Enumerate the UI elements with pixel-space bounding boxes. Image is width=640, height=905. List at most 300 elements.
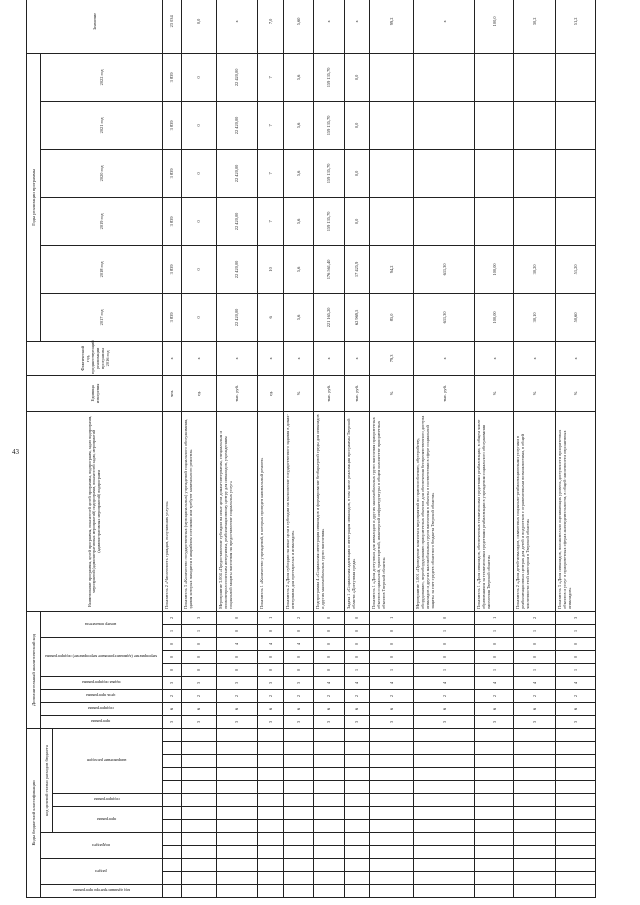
row-year-value: 85,0 bbox=[370, 293, 414, 341]
row-year-value: 0,0 bbox=[344, 197, 370, 245]
dop-code-digit: 4 bbox=[314, 676, 344, 689]
budget-code-cell bbox=[474, 728, 514, 741]
budget-code-cell bbox=[344, 794, 370, 807]
budget-code-cell bbox=[414, 768, 475, 781]
row-year-value: 3 839 bbox=[163, 101, 182, 149]
row-year-value bbox=[414, 101, 475, 149]
budget-code-cell bbox=[258, 859, 284, 872]
row-fact-2016: х bbox=[556, 341, 596, 375]
row-year-value: 22 420,00 bbox=[216, 245, 258, 293]
row-year-value: 3 839 bbox=[163, 149, 182, 197]
row-year-value: 3 839 bbox=[163, 197, 182, 245]
row-total: 30,2 bbox=[514, 0, 556, 53]
budget-code-cell bbox=[163, 820, 182, 833]
row-year-value bbox=[556, 149, 596, 197]
dop-code-digit: 0 bbox=[258, 650, 284, 663]
row-year-value: 0 bbox=[181, 197, 216, 245]
row-total: 23 034 bbox=[163, 0, 182, 53]
dop-code-digit: 6 bbox=[514, 702, 556, 715]
budget-code-cell bbox=[314, 794, 344, 807]
years-group-header: Годы реализации программы bbox=[27, 53, 41, 341]
budget-code-cell bbox=[216, 768, 258, 781]
dop-code-digit: 0 bbox=[163, 637, 182, 650]
budget-code-cell bbox=[474, 742, 514, 755]
dop-code-digit: 2 bbox=[514, 689, 556, 702]
budget-code-cell bbox=[216, 833, 258, 846]
budget-code-cell bbox=[258, 742, 284, 755]
table-row bbox=[314, 0, 344, 898]
dop-code-digit: 3 bbox=[216, 676, 258, 689]
row-name: Задача 1 «Социальная адаптация и интеграция инвалидов, в том числе реализация программы Тверской области «Доступная среда» bbox=[344, 411, 370, 611]
dop-code-digit: 1 bbox=[370, 663, 414, 676]
fact-column-header: Фактический год, предшествующий реализации программы 2016 год bbox=[27, 341, 163, 375]
dop-code-digit: 1 bbox=[514, 663, 556, 676]
row-year-value bbox=[414, 53, 475, 101]
row-year-value: 7 bbox=[258, 53, 284, 101]
budget-code-cell bbox=[216, 781, 258, 794]
name-column-header: Наименование программы, целей программы, показателей целей программы, подпрограмм, задач подпрограмм, мероприятий (административных мероприятий) подпрограмм, показателей задач, мероприятий (административных мероприятий) подпрограмм bbox=[27, 411, 163, 611]
year-2021-header: 2021 год bbox=[41, 101, 163, 149]
budget-code-cell bbox=[284, 859, 314, 872]
budget-code-cell bbox=[474, 846, 514, 859]
dop-meropriyatie-header: мероприятие (административное мероприятие) подпрограммы bbox=[41, 637, 163, 676]
row-year-value: 94,2 bbox=[370, 245, 414, 293]
budget-code-cell bbox=[216, 742, 258, 755]
table-row bbox=[284, 0, 314, 898]
budget-code-cell bbox=[181, 781, 216, 794]
napravlenie-header: направление расходов bbox=[53, 728, 163, 793]
dop-code-digit: 2 bbox=[474, 689, 514, 702]
budget-code-cell bbox=[314, 768, 344, 781]
budget-code-cell bbox=[556, 872, 596, 885]
budget-code-cell bbox=[556, 885, 596, 898]
budget-code-cell bbox=[314, 755, 344, 768]
dop-code-digit: 3 bbox=[216, 715, 258, 728]
row-total: х bbox=[314, 0, 344, 53]
row-unit: % bbox=[514, 375, 556, 411]
dop-code-digit: 3 bbox=[474, 715, 514, 728]
budget-code-cell bbox=[556, 859, 596, 872]
dop-programma-header: программа bbox=[41, 715, 163, 728]
budget-code-cell bbox=[216, 885, 258, 898]
row-year-value: 100,00 bbox=[474, 245, 514, 293]
budget-code-cell bbox=[514, 755, 556, 768]
dop-code-digit: 0 bbox=[163, 663, 182, 676]
dop-code-digit: 0 bbox=[414, 650, 475, 663]
budget-code-cell bbox=[514, 859, 556, 872]
row-year-value: 5,6 bbox=[284, 101, 314, 149]
budget-code-cell bbox=[314, 833, 344, 846]
budget-code-cell bbox=[370, 794, 414, 807]
dop-code-digit: 6 bbox=[314, 702, 344, 715]
dop-code-digit: 6 bbox=[181, 702, 216, 715]
year-2020-header: 2020 год bbox=[41, 149, 163, 197]
dop-code-digit: 1 bbox=[181, 624, 216, 637]
dop-code-digit: 3 bbox=[370, 715, 414, 728]
dop-code-digit: 2 bbox=[216, 689, 258, 702]
row-year-value: 0 bbox=[181, 101, 216, 149]
row-year-value bbox=[514, 53, 556, 101]
budget-code-cell bbox=[181, 833, 216, 846]
budget-code-cell bbox=[414, 781, 475, 794]
dop-code-digit: 2 bbox=[163, 611, 182, 624]
row-year-value: 22 420,00 bbox=[216, 293, 258, 341]
budget-code-cell bbox=[284, 728, 314, 741]
budget-code-cell bbox=[163, 872, 182, 885]
budget-code-cell bbox=[258, 794, 284, 807]
dop-code-digit: 3 bbox=[181, 715, 216, 728]
row-year-value: 159 135,70 bbox=[314, 53, 344, 101]
dop-code-digit: 0 bbox=[514, 650, 556, 663]
row-unit: ед. bbox=[258, 375, 284, 411]
budget-code-cell bbox=[216, 755, 258, 768]
row-year-value bbox=[474, 149, 514, 197]
row-year-value: 10 bbox=[258, 245, 284, 293]
budget-code-cell bbox=[258, 755, 284, 768]
row-year-value: 3 839 bbox=[163, 293, 182, 341]
row-name: Подпрограмма 4 «Социальная интеграция инвалидов и формирование безбарьерной среды для инвалидов и других маломобильных групп населения» bbox=[314, 411, 344, 611]
dop-code-digit: 2 bbox=[556, 689, 596, 702]
budget-code-cell bbox=[370, 807, 414, 820]
row-fact-2016: х bbox=[474, 341, 514, 375]
budget-code-cell bbox=[344, 833, 370, 846]
program-table bbox=[26, 0, 596, 898]
row-year-value bbox=[474, 197, 514, 245]
dop-code-digit: 0 bbox=[216, 611, 258, 624]
dop-code-digit: 3 bbox=[181, 676, 216, 689]
budget-code-cell bbox=[163, 794, 182, 807]
dop-code-digit: 2 bbox=[344, 689, 370, 702]
dop-code-digit: 1 bbox=[258, 611, 284, 624]
budget-code-cell bbox=[284, 768, 314, 781]
row-year-value bbox=[474, 53, 514, 101]
row-year-value: 3 839 bbox=[163, 245, 182, 293]
row-name: Показатель 2 «Доля детей-инвалидов, охваченных социально-реабилитационными услугами в реабилитационных центрах для детей и подростков с ограниченными возможностями, в общей численности этой категории в Тверской области» bbox=[514, 411, 556, 611]
budget-code-cell bbox=[314, 885, 344, 898]
dop-code-digit: 3 bbox=[514, 715, 556, 728]
row-year-value: 5,6 bbox=[284, 245, 314, 293]
budget-code-cell bbox=[344, 820, 370, 833]
podrazdel-header: подраздел bbox=[41, 833, 163, 859]
row-year-value: 5,6 bbox=[284, 197, 314, 245]
row-name: Показатель 2 «Численность граждан, получивших услуги» bbox=[163, 411, 182, 611]
row-name: Показатель 1 «Количество учреждений, в которых проведен капитальный ремонт» bbox=[258, 411, 284, 611]
dop-code-digit: 0 bbox=[474, 650, 514, 663]
row-fact-2016: х bbox=[216, 341, 258, 375]
dop-code-digit: 1 bbox=[556, 663, 596, 676]
dop-code-digit: 3 bbox=[284, 676, 314, 689]
dop-code-digit: 1 bbox=[556, 624, 596, 637]
budget-code-cell bbox=[370, 768, 414, 781]
budget-code-cell bbox=[474, 833, 514, 846]
dop-code-digit: 2 bbox=[163, 689, 182, 702]
dop-code-digit: 0 bbox=[284, 624, 314, 637]
row-unit: ед. bbox=[181, 375, 216, 411]
dop-code-digit: 4 bbox=[514, 676, 556, 689]
budget-code-cell bbox=[556, 807, 596, 820]
budget-code-cell bbox=[370, 846, 414, 859]
dop-code-digit: 3 bbox=[344, 715, 370, 728]
row-year-value bbox=[556, 53, 596, 101]
budget-code-cell bbox=[181, 859, 216, 872]
dop-code-digit: 0 bbox=[314, 611, 344, 624]
row-year-value bbox=[514, 149, 556, 197]
budget-code-cell bbox=[514, 768, 556, 781]
budget-code-cell bbox=[163, 846, 182, 859]
budget-code-cell bbox=[181, 820, 216, 833]
row-year-value: 7 bbox=[258, 149, 284, 197]
budget-code-cell bbox=[216, 846, 258, 859]
budget-code-cell bbox=[163, 728, 182, 741]
dop-code-digit: 1 bbox=[514, 624, 556, 637]
dop-code-digit: 1 bbox=[163, 624, 182, 637]
budget-code-cell bbox=[370, 833, 414, 846]
dop-code-digit: 6 bbox=[163, 702, 182, 715]
row-year-value bbox=[556, 197, 596, 245]
budget-code-cell bbox=[181, 768, 216, 781]
budget-code-cell bbox=[258, 807, 284, 820]
row-year-value bbox=[556, 101, 596, 149]
budget-code-cell bbox=[474, 859, 514, 872]
budget-code-cell bbox=[284, 742, 314, 755]
dop-code-digit: 4 bbox=[344, 676, 370, 689]
row-year-value bbox=[414, 149, 475, 197]
budget-code-cell bbox=[514, 820, 556, 833]
budget-code-cell bbox=[314, 781, 344, 794]
budget-code-cell bbox=[314, 820, 344, 833]
row-year-value: 0 bbox=[181, 53, 216, 101]
budget-code-cell bbox=[216, 872, 258, 885]
dop-code-digit: 1 bbox=[474, 624, 514, 637]
budget-code-cell bbox=[344, 872, 370, 885]
budget-code-cell bbox=[216, 859, 258, 872]
dop-code-digit: 2 bbox=[284, 611, 314, 624]
dop-code-digit: 0 bbox=[414, 611, 475, 624]
budget-code-cell bbox=[414, 872, 475, 885]
dop-code-digit: 3 bbox=[556, 611, 596, 624]
budget-code-cell bbox=[284, 781, 314, 794]
page-number: 43 bbox=[12, 448, 19, 456]
budget-code-cell bbox=[370, 755, 414, 768]
programma-header: программа bbox=[53, 807, 163, 833]
dop-code-digit: 1 bbox=[414, 663, 475, 676]
row-year-value bbox=[370, 101, 414, 149]
budget-code-cell bbox=[258, 833, 284, 846]
dop-code-digit: 4 bbox=[370, 676, 414, 689]
budget-code-cell bbox=[216, 820, 258, 833]
row-year-value: 100,00 bbox=[474, 293, 514, 341]
dop-code-digit: 2 bbox=[181, 689, 216, 702]
dop-code-digit: 0 bbox=[258, 663, 284, 676]
dop-code-digit: 0 bbox=[314, 663, 344, 676]
budget-code-cell bbox=[344, 859, 370, 872]
dop-code-digit: 1 bbox=[344, 663, 370, 676]
dop-code-digit: 0 bbox=[556, 650, 596, 663]
row-year-value: 159 135,70 bbox=[314, 101, 344, 149]
row-total: х bbox=[344, 0, 370, 53]
dop-code-digit: 0 bbox=[344, 611, 370, 624]
year-2017-header: 2017 год bbox=[41, 293, 163, 341]
budget-code-cell bbox=[514, 807, 556, 820]
budget-code-cell bbox=[181, 794, 216, 807]
dop-code-digit: 0 bbox=[314, 650, 344, 663]
row-unit: тыс. руб. bbox=[314, 375, 344, 411]
row-name: Показатель 2 «Доля субсидии на иные цели в субсидии на выполнение государственного задания в домах-интернатах для престарелых и инвалидов» bbox=[284, 411, 314, 611]
dop-code-digit: 0 bbox=[181, 637, 216, 650]
budget-code-cell bbox=[514, 781, 556, 794]
budget-code-cell bbox=[414, 807, 475, 820]
dop-code-digit: 3 bbox=[556, 715, 596, 728]
row-total: 51,2 bbox=[556, 0, 596, 53]
budget-code-cell bbox=[258, 846, 284, 859]
row-year-value: 22 420,00 bbox=[216, 149, 258, 197]
budget-code-cell bbox=[414, 885, 475, 898]
budget-code-cell bbox=[284, 755, 314, 768]
row-unit: тыс. руб. bbox=[344, 375, 370, 411]
dop-code-digit: 0 bbox=[314, 637, 344, 650]
row-fact-2016: х bbox=[414, 341, 475, 375]
row-year-value: 0 bbox=[181, 245, 216, 293]
budget-code-cell bbox=[344, 846, 370, 859]
row-total: х bbox=[216, 0, 258, 53]
dop-code-digit: 3 bbox=[414, 715, 475, 728]
budget-code-cell bbox=[414, 859, 475, 872]
table-row bbox=[370, 0, 414, 898]
dop-code-digit: 2 bbox=[370, 689, 414, 702]
budget-code-cell bbox=[216, 728, 258, 741]
budget-code-cell bbox=[163, 781, 182, 794]
budget-code-cell bbox=[163, 807, 182, 820]
budget-code-cell bbox=[514, 872, 556, 885]
dop-code-digit: 3 bbox=[163, 715, 182, 728]
budget-code-cell bbox=[314, 859, 344, 872]
budget-code-cell bbox=[284, 820, 314, 833]
row-year-value: 0 bbox=[181, 149, 216, 197]
table-row bbox=[556, 0, 596, 898]
row-fact-2016: х bbox=[181, 341, 216, 375]
row-year-value: 51,20 bbox=[556, 245, 596, 293]
row-year-value bbox=[514, 197, 556, 245]
budget-code-cell bbox=[284, 846, 314, 859]
budget-code-cell bbox=[181, 872, 216, 885]
row-year-value bbox=[370, 53, 414, 101]
budget-code-cell bbox=[181, 755, 216, 768]
budget-code-cell bbox=[514, 885, 556, 898]
budget-code-cell bbox=[181, 742, 216, 755]
dop-code-digit: 6 bbox=[474, 702, 514, 715]
dop-code-digit: 4 bbox=[556, 676, 596, 689]
budget-code-cell bbox=[284, 794, 314, 807]
budget-code-cell bbox=[370, 820, 414, 833]
budget-code-cell bbox=[556, 742, 596, 755]
row-year-value: 5,6 bbox=[284, 293, 314, 341]
dop-code-digit: 6 bbox=[414, 702, 475, 715]
table-row bbox=[163, 0, 182, 898]
budget-code-cell bbox=[414, 728, 475, 741]
dop-code-digit: 6 bbox=[344, 702, 370, 715]
table-row bbox=[344, 0, 370, 898]
year-2018-header: 2018 год bbox=[41, 245, 163, 293]
dop-code-digit: 3 bbox=[163, 676, 182, 689]
target-code-header: код целевой статьи расходов бюджета bbox=[41, 728, 53, 832]
row-year-value: 22 420,00 bbox=[216, 53, 258, 101]
budget-code-cell bbox=[314, 742, 344, 755]
budget-code-cell bbox=[414, 846, 475, 859]
dop-code-digit: 2 bbox=[414, 689, 475, 702]
row-unit: % bbox=[556, 375, 596, 411]
rotated-table-wrapper bbox=[26, 12, 596, 898]
budget-code-cell bbox=[344, 742, 370, 755]
dop-code-digit: 6 bbox=[556, 702, 596, 715]
budget-code-cell bbox=[163, 768, 182, 781]
row-year-value bbox=[414, 197, 475, 245]
budget-code-cell bbox=[284, 872, 314, 885]
dop-code-digit: 2 bbox=[514, 611, 556, 624]
dop-code-digit: 2 bbox=[314, 689, 344, 702]
dop-code-digit: 6 bbox=[284, 702, 314, 715]
code-admin-header: код администратора программы bbox=[41, 885, 163, 898]
budget-code-cell bbox=[370, 859, 414, 872]
dop-code-digit: 1 bbox=[474, 611, 514, 624]
dop-code-digit: 0 bbox=[474, 637, 514, 650]
row-fact-2016: х bbox=[284, 341, 314, 375]
dop-code-digit: 4 bbox=[258, 637, 284, 650]
budget-code-cell bbox=[181, 885, 216, 898]
row-total: 5,60 bbox=[284, 0, 314, 53]
dop-code-digit: 0 bbox=[284, 650, 314, 663]
budget-code-cell bbox=[474, 794, 514, 807]
row-year-value: 50,60 bbox=[556, 293, 596, 341]
dop-code-digit: 0 bbox=[370, 650, 414, 663]
budget-code-cell bbox=[474, 820, 514, 833]
row-year-value: 62 969,5 bbox=[344, 293, 370, 341]
budget-code-cell bbox=[181, 807, 216, 820]
budget-code-cell bbox=[474, 885, 514, 898]
dop-code-digit: 6 bbox=[370, 702, 414, 715]
dop-code-digit: 0 bbox=[344, 650, 370, 663]
row-year-value bbox=[514, 101, 556, 149]
budget-code-cell bbox=[474, 781, 514, 794]
row-name: Мероприятие 1.001 «Проведение комплекса мероприятий по приспособлению, обустройству, оборудованию, переоборудованию приоритетных объектов для обеспечения беспрепятственного доступа инвалидов и других маломобильных групп населения в объекты в соответствии в сфере социальной защиты за счет средств областного бюджета Тверской области» bbox=[414, 411, 475, 611]
row-total: 7,0 bbox=[258, 0, 284, 53]
row-year-value: 0,0 bbox=[344, 53, 370, 101]
dop-code-digit: 6 bbox=[258, 702, 284, 715]
codes-group-header: Коды бюджетной классификации bbox=[27, 728, 41, 897]
table-row bbox=[414, 0, 475, 898]
budget-code-cell bbox=[370, 885, 414, 898]
dop-code-digit: 1 bbox=[474, 663, 514, 676]
budget-code-cell bbox=[370, 728, 414, 741]
row-name: Мероприятие 3.004 «Предоставление субсидии на иные цели домам-интернатам, специальным и психоневрологическим интернатам, реабилитационному центру для инвалидов, учреждениям социальной защиты населения на предоставление социальных услуг» bbox=[216, 411, 258, 611]
row-year-value: 0,0 bbox=[344, 101, 370, 149]
budget-code-cell bbox=[284, 807, 314, 820]
table-row bbox=[216, 0, 258, 898]
budget-code-cell bbox=[258, 820, 284, 833]
dop-code-digit: 4 bbox=[414, 676, 475, 689]
budget-code-cell bbox=[556, 833, 596, 846]
row-total: 99,2 bbox=[370, 0, 414, 53]
budget-code-cell bbox=[258, 781, 284, 794]
row-year-value bbox=[474, 101, 514, 149]
dop-code-digit: 0 bbox=[163, 650, 182, 663]
row-year-value: 30,20 bbox=[514, 245, 556, 293]
dop-code-digit: 3 bbox=[258, 715, 284, 728]
dop-cel-header: цель программы bbox=[41, 689, 163, 702]
row-total: 0,0 bbox=[181, 0, 216, 53]
budget-code-cell bbox=[414, 833, 475, 846]
row-year-value: 176 561,40 bbox=[314, 245, 344, 293]
unit-column-header: Единица измерения bbox=[27, 375, 163, 411]
